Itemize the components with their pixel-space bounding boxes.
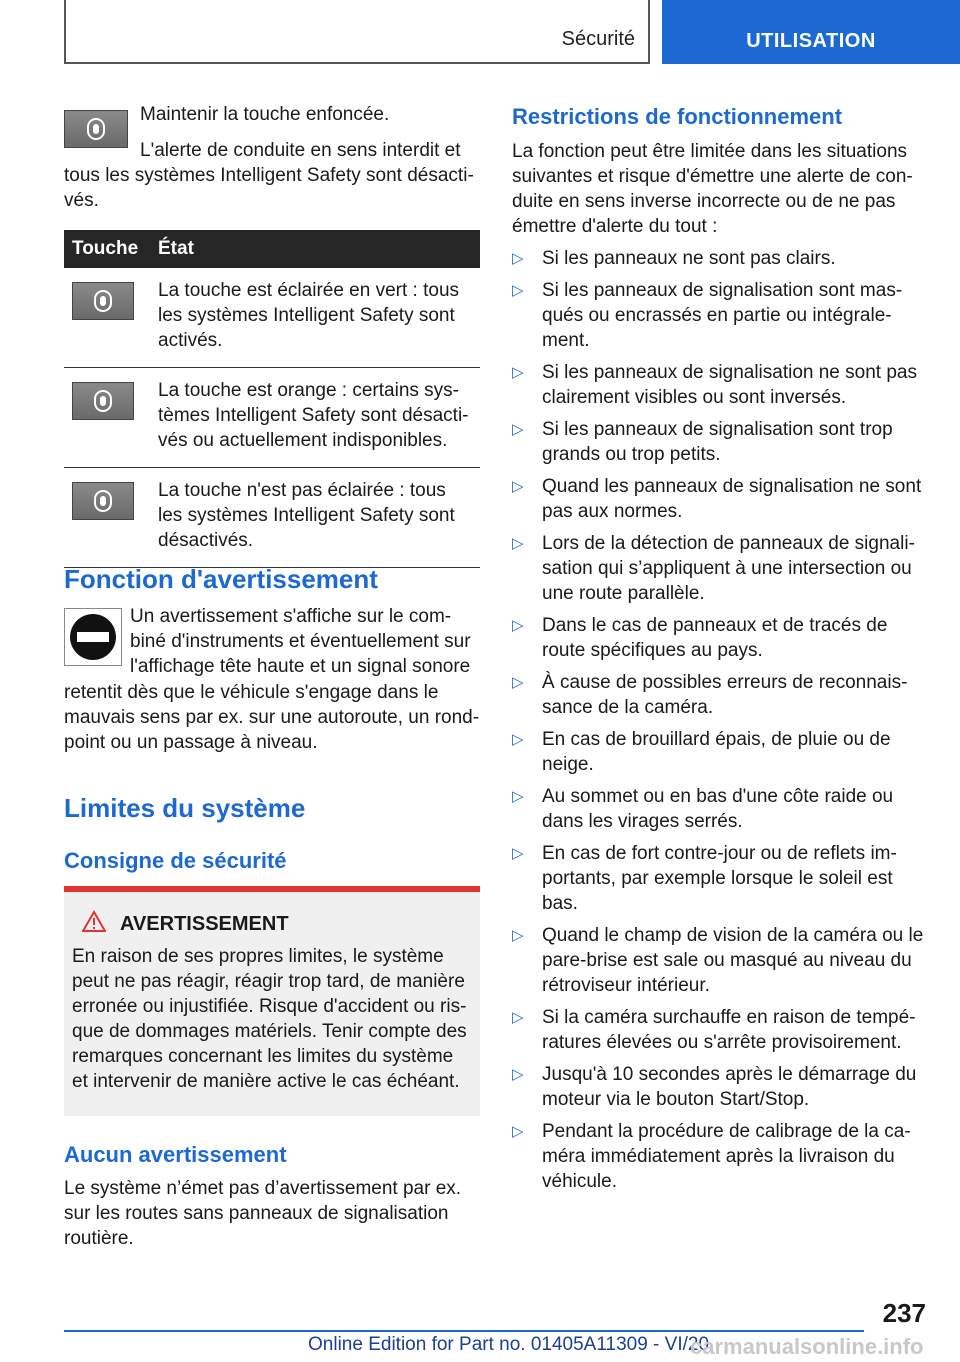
restrictions-list xyxy=(512,246,924,1201)
header-chapter-tab: UTILISATION xyxy=(662,0,960,64)
button-states-table xyxy=(64,230,480,568)
list-item: ▷ Dans le cas de panneaux et de tracés de route spécifiques au pays. xyxy=(512,615,888,661)
page-number: 237 xyxy=(882,1298,926,1328)
warning-box xyxy=(64,886,480,1116)
table-row xyxy=(64,268,480,368)
list-item: ▷ Quand le champ de vision de la caméra ou le pare-brise est sale ou masqué au niveau du rétroviseur intérieur. xyxy=(512,925,924,996)
table-row xyxy=(64,468,480,568)
table-header-state: État xyxy=(150,230,480,268)
no-entry-sign-icon xyxy=(64,608,122,666)
restrictions-intro: La fonction peut être limitée dans les situations suivantes et risque d'émettre une alerte de conduite en sens inverse incorrecte ou de ne pas émettre d'alerte du tout : xyxy=(512,141,913,237)
safety-button-off-icon xyxy=(72,482,134,520)
triangle-bullet-icon: ▷ xyxy=(512,1123,524,1140)
table-cell-state: La touche n'est pas éclairée : tous les systèmes Intelligent Safety sont désactivés. xyxy=(150,468,480,568)
triangle-bullet-icon: ▷ xyxy=(512,617,524,634)
list-item: ▷ Pendant la procédure de calibrage de la caméra immédiatement après la livraison du véhicule. xyxy=(512,1121,911,1192)
warning-function-heading: Fonction d'avertissement xyxy=(64,564,378,594)
list-item: ▷ Si les panneaux de signalisation sont masqués ou encrassés en partie ou intégralement. xyxy=(512,280,903,351)
triangle-bullet-icon: ▷ xyxy=(512,282,524,299)
triangle-bullet-icon: ▷ xyxy=(512,421,524,438)
triangle-bullet-icon: ▷ xyxy=(512,1009,524,1026)
list-item: ▷ Si les panneaux de signalisation sont trop grands ou trop petits. xyxy=(512,419,893,465)
triangle-bullet-icon: ▷ xyxy=(512,674,524,691)
restrictions-heading: Restrictions de fonctionnement xyxy=(512,104,843,129)
list-item: ▷ Lors de la détection de panneaux de signalisation qui s’appliquent à une intersection ou une route parallèle. xyxy=(512,533,915,604)
warning-function-text-a: Un avertissement s'affiche sur le combiné d'instruments et éventuellement sur l'affichage tête haute et un signal sonore xyxy=(130,606,471,677)
limits-heading: Limites du système xyxy=(64,793,306,823)
triangle-bullet-icon: ▷ xyxy=(512,535,524,552)
warning-label: AVERTISSEMENT xyxy=(120,912,289,935)
table-row xyxy=(64,368,480,468)
safety-button-green-icon xyxy=(72,282,134,320)
triangle-bullet-icon: ▷ xyxy=(512,927,524,944)
warning-text: En raison de ses propres limites, le système peut ne pas réagir, réagir trop tard, de manière erronée ou injustifiée. Risque d'accident ou risque de dommages matériels. Tenir compte des remarques concernant les limites du système et intervenir de manière active le cas échéant. xyxy=(72,946,467,1092)
list-item: ▷ À cause de possibles erreurs de reconnaissance de la caméra. xyxy=(512,672,908,718)
footer-divider xyxy=(64,1330,864,1332)
warning-triangle-icon xyxy=(82,910,106,938)
no-warning-text: Le système n’émet pas d’avertissement par ex. sur les routes sans panneaux de signalisation routière. xyxy=(64,1178,462,1249)
watermark-logo: carmanualsonline.info xyxy=(690,1334,924,1359)
table-header-button: Touche xyxy=(64,230,150,268)
table-cell-state: La touche est éclairée en vert : tous les systèmes Intelligent Safety sont activés. xyxy=(150,268,480,368)
triangle-bullet-icon: ▷ xyxy=(512,731,524,748)
list-item: ▷ En cas de fort contre-jour ou de reflets importants, par exemple lorsque le soleil est bas. xyxy=(512,843,897,914)
list-item: ▷ Si les panneaux ne sont pas clairs. xyxy=(512,248,836,269)
intro-instruction: Maintenir la touche enfoncée. xyxy=(140,104,390,125)
table-cell-state: La touche est orange : certains systèmes Intelligent Safety sont désactivés ou actuellement indisponibles. xyxy=(150,368,480,468)
triangle-bullet-icon: ▷ xyxy=(512,364,524,381)
triangle-bullet-icon: ▷ xyxy=(512,478,524,495)
triangle-bullet-icon: ▷ xyxy=(512,788,524,805)
triangle-bullet-icon: ▷ xyxy=(512,845,524,862)
list-item: ▷ Jusqu'à 10 secondes après le démarrage du moteur via le bouton Start/Stop. xyxy=(512,1064,917,1110)
list-item: ▷ En cas de brouillard épais, de pluie ou de neige. xyxy=(512,729,891,775)
intro-description: L'alerte de conduite en sens interdit et tous les systèmes Intelligent Safety sont désactivés. xyxy=(64,140,474,211)
safety-button-orange-icon xyxy=(72,382,134,420)
footer-edition: Online Edition for Part no. 01405A11309 - VI/20 xyxy=(308,1334,710,1355)
list-item: ▷ Quand les panneaux de signalisation ne sont pas aux normes. xyxy=(512,476,922,522)
warning-function-text-b: retentit dès que le véhicule s'engage dans le mauvais sens par ex. sur une autoroute, un rond-point ou un passage à niveau. xyxy=(64,682,480,753)
list-item: ▷ Si la caméra surchauffe en raison de températures élevées ou s'arrête provisoirement. xyxy=(512,1007,916,1053)
triangle-bullet-icon: ▷ xyxy=(512,250,524,267)
triangle-bullet-icon: ▷ xyxy=(512,1066,524,1083)
header-section-title: Sécurité xyxy=(561,28,635,50)
safety-note-heading: Consigne de sécurité xyxy=(64,848,287,873)
list-item: ▷ Au sommet ou en bas d'une côte raide ou dans les virages serrés. xyxy=(512,786,894,832)
no-warning-heading: Aucun avertissement xyxy=(64,1142,287,1167)
list-item: ▷ Si les panneaux de signalisation ne sont pas clairement visibles ou sont inversés. xyxy=(512,362,917,408)
